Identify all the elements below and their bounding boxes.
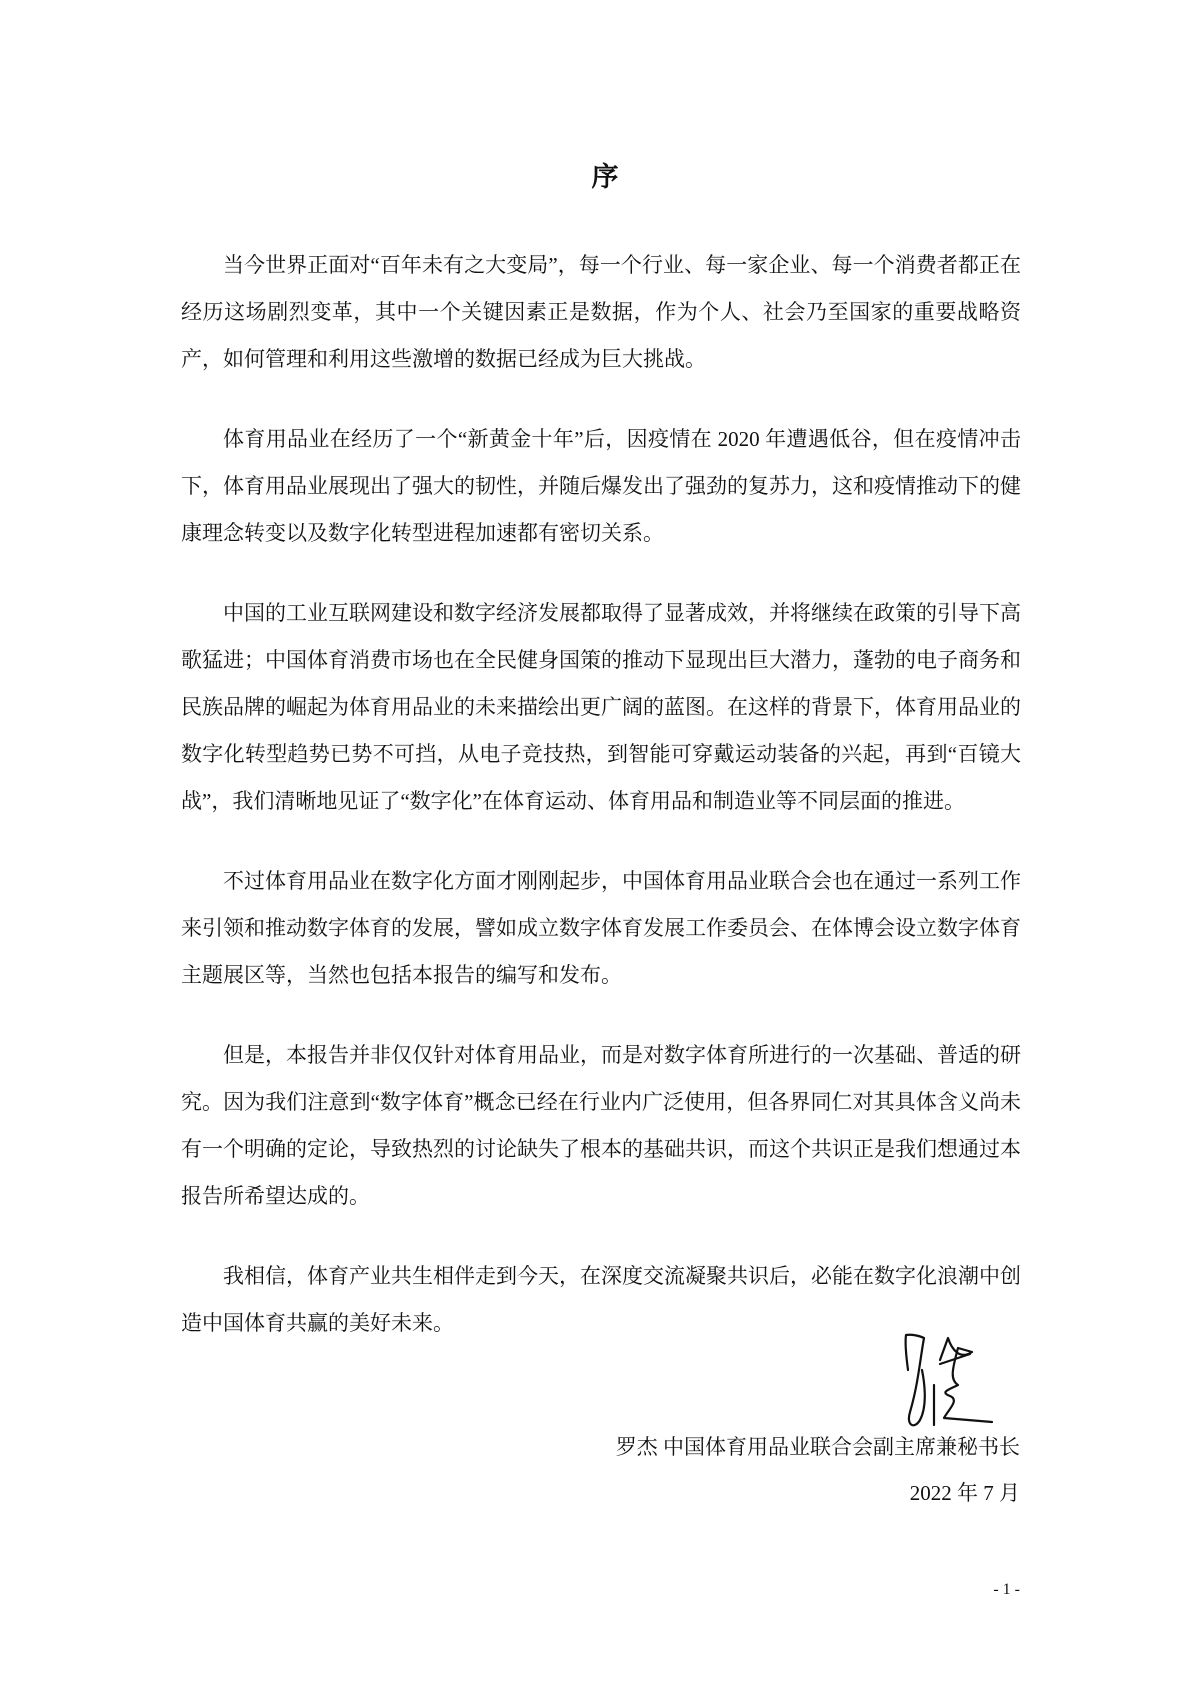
body-text [181, 242, 1021, 1380]
handwritten-signature-icon [900, 1330, 1005, 1435]
paragraph: 不过体育用品业在数字化方面才刚刚起步，中国体育用品业联合会也在通过一系列工作来引领和推动数字体育的发展，譬如成立数字体育发展工作委员会、在体博会设立数字体育主题展区等，当然也包括本报告的编写和发布。 [181, 869, 1021, 987]
paragraph: 体育用品业在经历了一个“新黄金十年”后，因疫情在 2020 年遭遇低谷，但在疫情冲击下，体育用品业展现出了强大的韧性，并随后爆发出了强劲的复苏力，这和疫情推动下的健康理念转变以及数字化转型进程加速都有密切关系。 [181, 427, 1021, 545]
paragraph: 中国的工业互联网建设和数字经济发展都取得了显著成效，并将继续在政策的引导下高歌猛进；中国体育消费市场也在全民健身国策的推动下显现出巨大潜力，蓬勃的电子商务和民族品牌的崛起为体育用品业的未来描绘出更广阔的蓝图。在这样的背景下，体育用品业的数字化转型趋势已势不可挡，从电子竞技热，到智能可穿戴运动装备的兴起，再到“百镜大战”，我们清晰地见证了“数字化”在体育运动、体育用品和制造业等不同层面的推进。 [181, 601, 1021, 813]
paragraph: 我相信，体育产业共生相伴走到今天，在深度交流凝聚共识后，必能在数字化浪潮中创造中国体育共赢的美好未来。 [181, 1264, 1021, 1335]
author-line: 罗杰 中国体育用品业联合会副主席兼秘书长 [615, 1435, 1020, 1459]
paragraph: 当今世界正面对“百年未有之大变局”，每一个行业、每一家企业、每一个消费者都正在经历这场剧烈变革，其中一个关键因素正是数据，作为个人、社会乃至国家的重要战略资产，如何管理和利用这些激增的数据已经成为巨大挑战。 [181, 253, 1021, 371]
page-number: - 1 - [993, 1581, 1020, 1598]
page-title: 序 [591, 162, 619, 192]
paragraph: 但是，本报告并非仅仅针对体育用品业，而是对数字体育所进行的一次基础、普适的研究。因为我们注意到“数字体育”概念已经在行业内广泛使用，但各界同仁对其具体含义尚未有一个明确的定论，导致热烈的讨论缺失了根本的基础共识，而这个共识正是我们想通过本报告所希望达成的。 [181, 1043, 1021, 1208]
date: 2022 年 7 月 [909, 1481, 1020, 1505]
